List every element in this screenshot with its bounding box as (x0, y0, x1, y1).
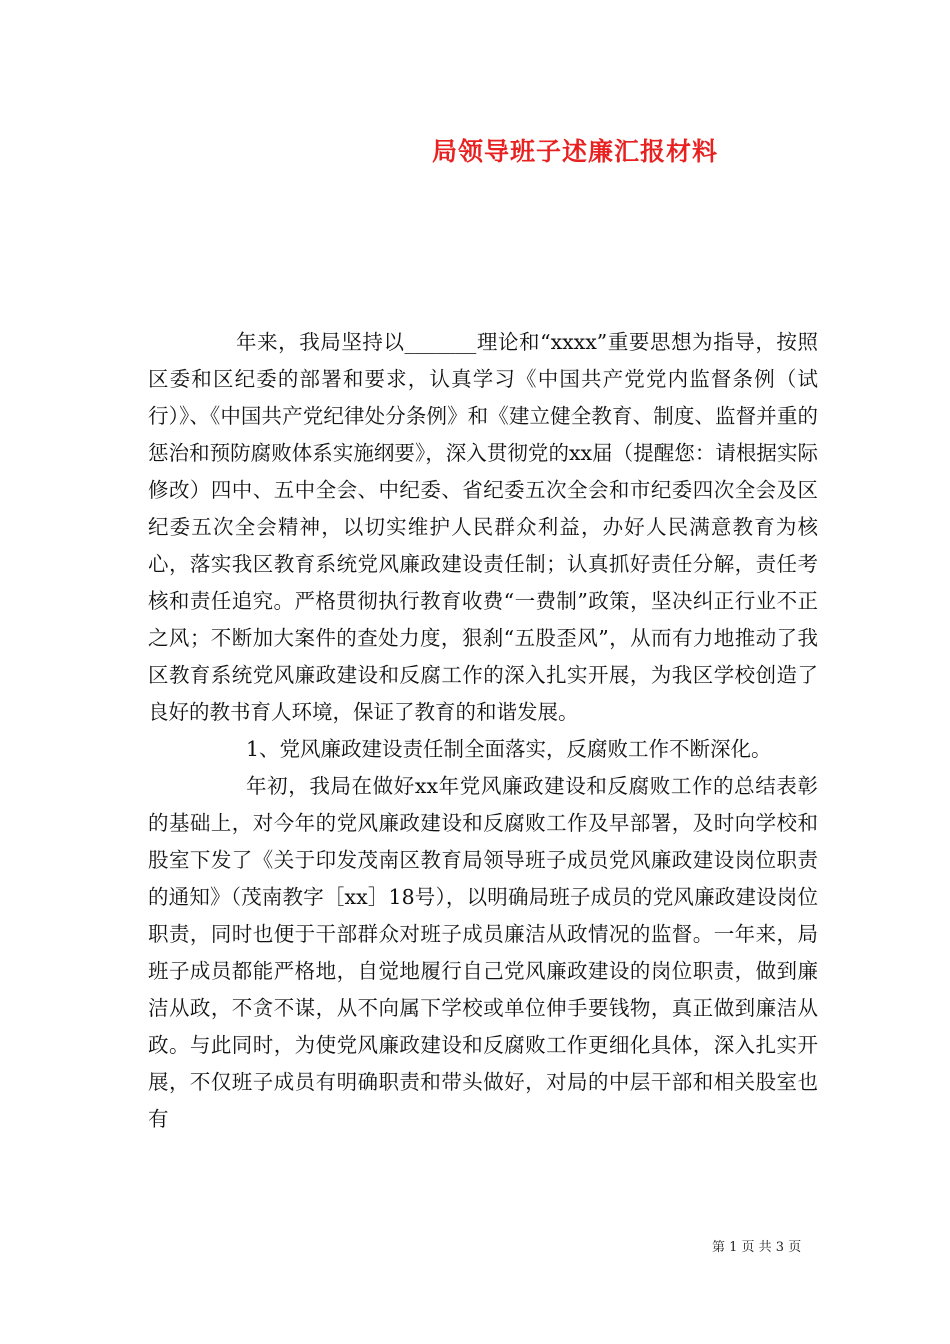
document-body (148, 324, 818, 1138)
title-container (0, 132, 950, 172)
paragraph-section-1: 年初，我局在做好xx年党风廉政建设和反腐败工作的总结表彰的基础上，对今年的党风廉政建设和反腐败工作及早部署，及时向学校和股室下发了《关于印发茂南区教育局领导班子成员党风廉政建设岗位职责的通知》（茂南教字［xx］18号），以明确局班子成员的党风廉政建设岗位职责，同时也便于干部群众对班子成员廉洁从政情况的监督。一年来，局班子成员都能严格地，自觉地履行自己党风廉政建设的岗位职责，做到廉洁从政，不贪不谋，从不向属下学校或单位伸手要钱物，真正做到廉洁从政。与此同时，为使党风廉政建设和反腐败工作更细化具体，深入扎实开展，不仅班子成员有明确职责和带头做好，对局的中层干部和相关股室也有 (148, 774, 818, 1131)
document-title: 局领导班子述廉汇报材料 (432, 137, 719, 166)
section-heading-1: 1、党风廉政建设责任制全面落实，反腐败工作不断深化。 (246, 737, 772, 761)
paragraph-intro: 年来，我局坚持以_______理论和“xxxx”重要思想为指导，按照区委和区纪委的部署和要求，认真学习《中国共产党党内监督条例（试行）》、《中国共产党纪律处分条例》和《建立健全教育、制度、监督并重的惩治和预防腐败体系实施纲要》，深入贯彻党的xx届（提醒您：请根据实际修改）四中、五中全会、中纪委、省纪委五次全会和市纪委四次全会及区纪委五次全会精神，以切实维护人民群众利益，办好人民满意教育为核心，落实我区教育系统党风廉政建设责任制；认真抓好责任分解，责任考核和责任追究。严格贯彻执行教育收费“一费制”政策，坚决纠正行业不正之风；不断加大案件的查处力度，狠刹“五股歪风”，从而有力地推动了我区教育系统党风廉政建设和反腐工作的深入扎实开展，为我区学校创造了良好的教书育人环境，保证了教育的和谐发展。 (148, 330, 818, 724)
page-footer: 第 1 页 共 3 页 (712, 1240, 802, 1255)
